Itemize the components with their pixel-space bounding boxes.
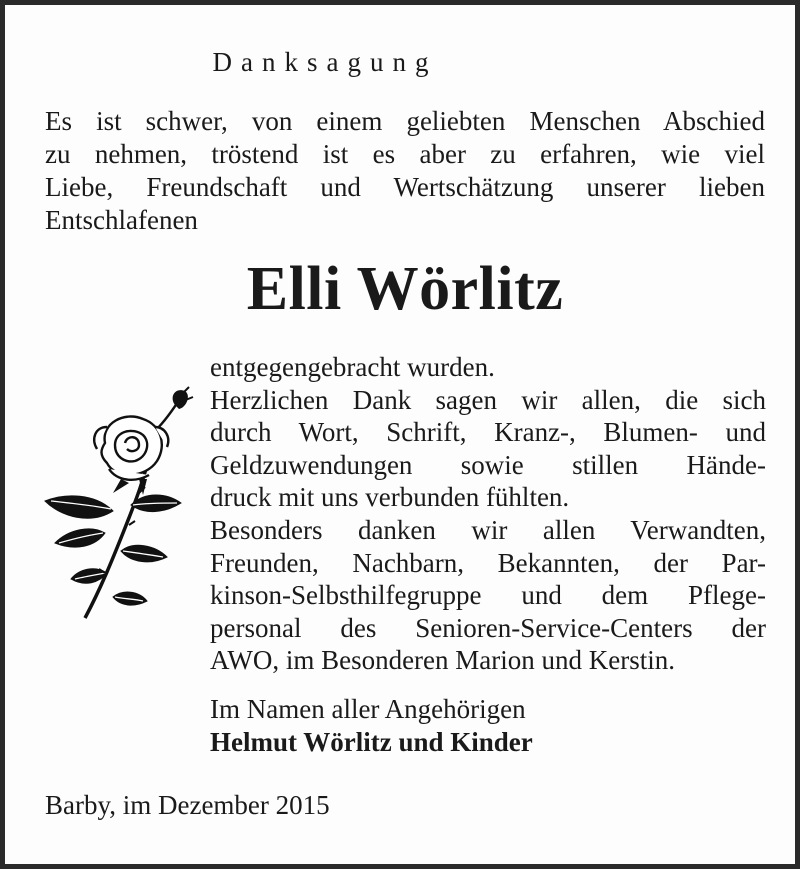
place-date: Barby, im Dezember 2015 xyxy=(45,790,330,820)
body-text xyxy=(210,351,766,677)
body-line: personal des Senioren-Service-Centers der xyxy=(210,612,766,643)
intro-line: Es ist schwer, von einem geliebten Menschen Abschied xyxy=(45,106,765,136)
intro-line: zu nehmen, tröstend ist es aber zu erfahren, wie viel xyxy=(45,139,765,169)
rose-icon xyxy=(35,383,200,628)
body-line: druck mit uns verbunden fühlten. xyxy=(210,482,570,513)
deceased-name: Elli Wörlitz xyxy=(246,255,564,323)
body-line: durch Wort, Schrift, Kranz-, Blumen- und xyxy=(210,417,766,448)
intro-text xyxy=(45,105,765,237)
body-line: Geldzuwendungen sowie stillen Hände- xyxy=(210,449,766,480)
body-line: Besonders danken wir allen Verwandten, xyxy=(210,514,766,545)
signature-name: Helmut Wörlitz und Kinder xyxy=(210,727,533,757)
body-line: entgegengebracht wurden. xyxy=(210,352,495,382)
body-line: AWO, im Besonderen Marion und Kerstin. xyxy=(210,645,675,676)
body-line: Herzlichen Dank sagen wir allen, die sich xyxy=(210,384,766,415)
body-line: kinson-Selbsthilfegruppe und dem Pflege- xyxy=(210,580,766,611)
notice-heading: Danksagung xyxy=(212,47,438,77)
intro-line: Liebe, Freundschaft und Wertschätzung unserer lieben xyxy=(45,172,765,202)
body-line: Freunden, Nachbarn, Bekannten, der Par- xyxy=(210,547,766,578)
signature-intro: Im Namen aller Angehörigen xyxy=(210,694,526,724)
signature-block xyxy=(210,693,766,759)
intro-line: Entschlafenen xyxy=(45,205,198,235)
